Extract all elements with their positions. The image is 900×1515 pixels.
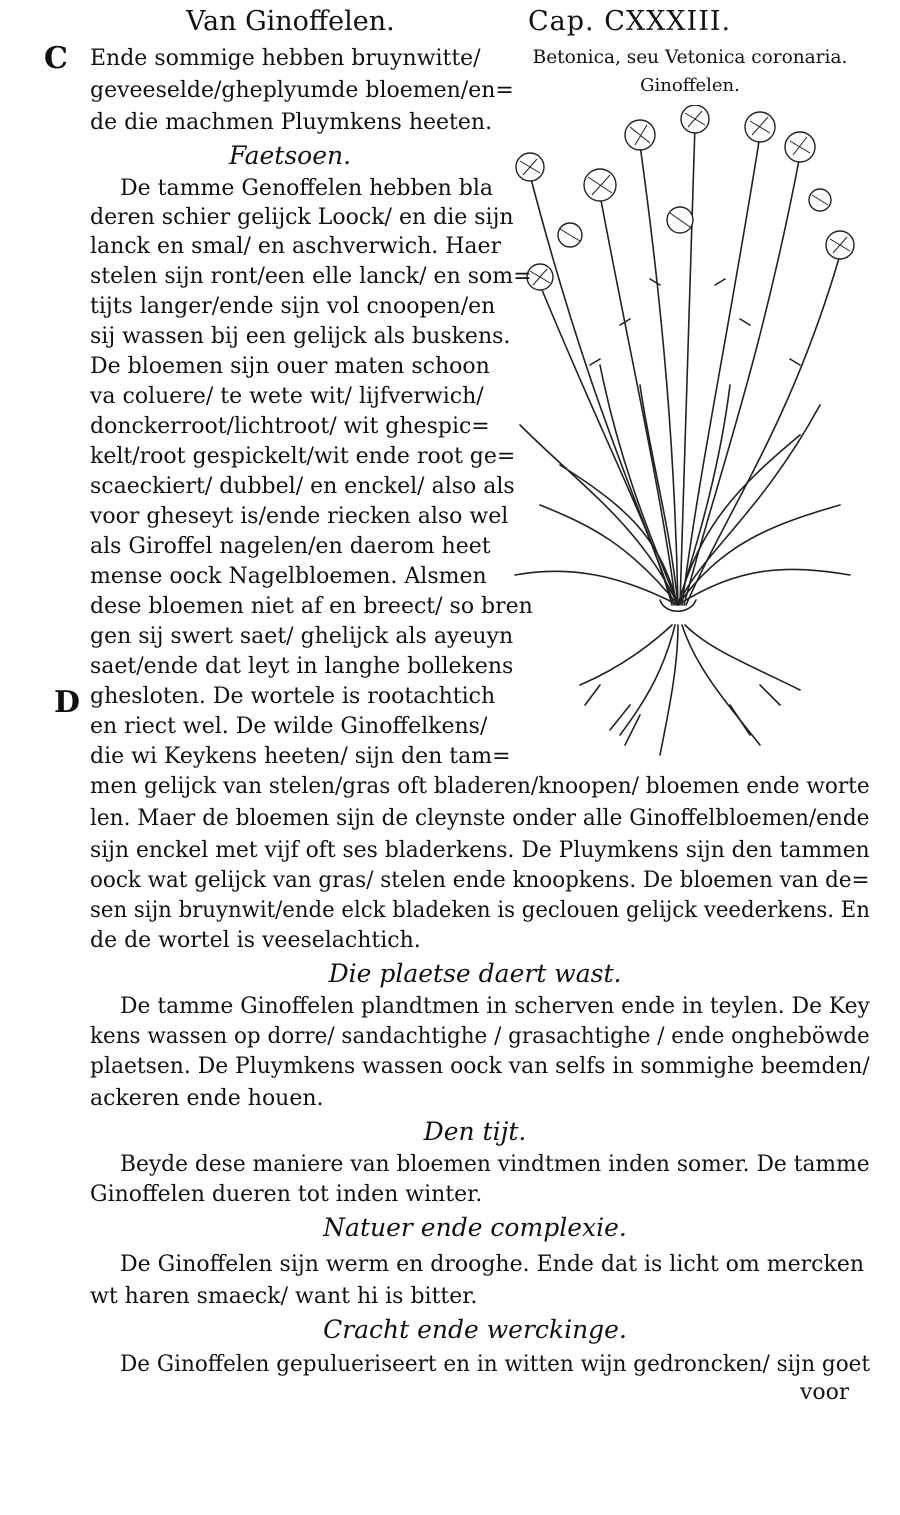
- text-line: va coluere/ te wete wit/ lijfverwich/: [90, 384, 484, 409]
- text-line: ghesloten. De wortele is rootachtich: [90, 684, 496, 709]
- text-line: saet/ende dat leyt in langhe bollekens: [90, 654, 514, 679]
- text-line: en riect wel. De wilde Ginoffelkens/: [90, 714, 488, 739]
- text-line: De Ginoffelen sijn werm en drooghe. Ende dat is licht om mercken: [120, 1252, 865, 1277]
- text-line: sijn enckel met vijf oft ses bladerkens. De Pluymkens sijn den tammen: [90, 838, 870, 863]
- text-line: Ginoffelen dueren tot inden winter.: [90, 1182, 483, 1207]
- text-line: lanck en smal/ en aschverwich. Haer: [90, 234, 502, 259]
- section-heading-faetsoen: Faetsoen.: [228, 141, 352, 170]
- text-line: die wi Keykens heeten/ sijn den tam=: [90, 744, 511, 769]
- text-line: gen sij swert saet/ ghelijck als ayeuyn: [90, 624, 514, 649]
- text-line: mense oock Nagelbloemen. Alsmen: [90, 564, 487, 589]
- carnation-plant-woodcut-icon: [500, 105, 870, 765]
- text-line: kelt/root gespickelt/wit ende root ge=: [90, 444, 516, 469]
- text-line: ackeren ende houen.: [90, 1086, 324, 1111]
- text-line: de de wortel is veeselachtich.: [90, 928, 421, 953]
- section-heading-cracht: Cracht ende werckinge.: [323, 1315, 627, 1344]
- text-line: tijts langer/ende sijn vol cnoopen/en: [90, 294, 496, 319]
- section-heading-tijt: Den tijt.: [423, 1117, 527, 1146]
- figure-caption-dutch: Ginoffelen.: [640, 75, 740, 96]
- section-heading-natuer: Natuer ende complexie.: [323, 1213, 627, 1242]
- text-line: De Ginoffelen gepulueriseert en in witten wijn gedroncken/ sijn goet: [120, 1352, 871, 1377]
- text-line: donckerroot/lichtroot/ wit ghespic=: [90, 414, 490, 439]
- text-line: kens wassen op dorre/ sandachtighe / grasachtighe / ende ongheböwde: [90, 1024, 870, 1049]
- text-line: oock wat gelijck van gras/ stelen ende knoopkens. De bloemen van de=: [90, 868, 870, 893]
- section-heading-plaetse: Die plaetse daert wast.: [328, 959, 622, 988]
- chapter-number: Cap. CXXXIII.: [528, 6, 732, 37]
- text-line: De tamme Ginoffelen plandtmen in scherven ende in teylen. De Key: [120, 994, 870, 1019]
- text-line: stelen sijn ront/een elle lanck/ en som=: [90, 264, 532, 289]
- text-line: voor gheseyt is/ende riecken also wel: [90, 504, 509, 529]
- figure-caption-latin: Betonica, seu Vetonica coronaria.: [532, 47, 848, 68]
- text-line: Beyde dese maniere van bloemen vindtmen inden somer. De tamme: [120, 1152, 870, 1177]
- text-line: De tamme Genoffelen hebben bla: [120, 176, 493, 201]
- text-line: dese bloemen niet af en breect/ so bren: [90, 594, 533, 619]
- text-line: men gelijck van stelen/gras oft bladeren/knoopen/ bloemen ende worte: [90, 774, 870, 799]
- text-line: plaetsen. De Pluymkens wassen oock van selfs in sommighe beemden/: [90, 1054, 870, 1079]
- text-line: deren schier gelijck Loock/ en die sijn: [90, 205, 514, 230]
- text-line: len. Maer de bloemen sijn de cleynste onder alle Ginoffelbloemen/ende: [90, 806, 870, 831]
- intro-line: Ende sommige hebben bruynwitte/: [90, 46, 481, 71]
- margin-letter-c: C: [44, 41, 68, 76]
- text-line: De bloemen sijn ouer maten schoon: [90, 354, 490, 379]
- text-line: sij wassen bij een gelijck als buskens.: [90, 324, 511, 349]
- running-head: [0, 2, 900, 42]
- text-line: sen sijn bruynwit/ende elck bladeken is geclouen gelijck veederkens. En: [90, 898, 870, 923]
- text-line: wt haren smaeck/ want hi is bitter.: [90, 1284, 478, 1309]
- text-line: scaeckiert/ dubbel/ en enckel/ also als: [90, 474, 515, 499]
- running-head-title: Van Ginoffelen.: [186, 6, 395, 37]
- margin-letter-d: D: [54, 685, 81, 720]
- intro-line: geveeselde/gheplyumde bloemen/en=: [90, 78, 514, 103]
- text-line: als Giroffel nagelen/en daerom heet: [90, 534, 491, 559]
- intro-line: de die machmen Pluymkens heeten.: [90, 110, 493, 135]
- catchword: voor: [800, 1380, 850, 1405]
